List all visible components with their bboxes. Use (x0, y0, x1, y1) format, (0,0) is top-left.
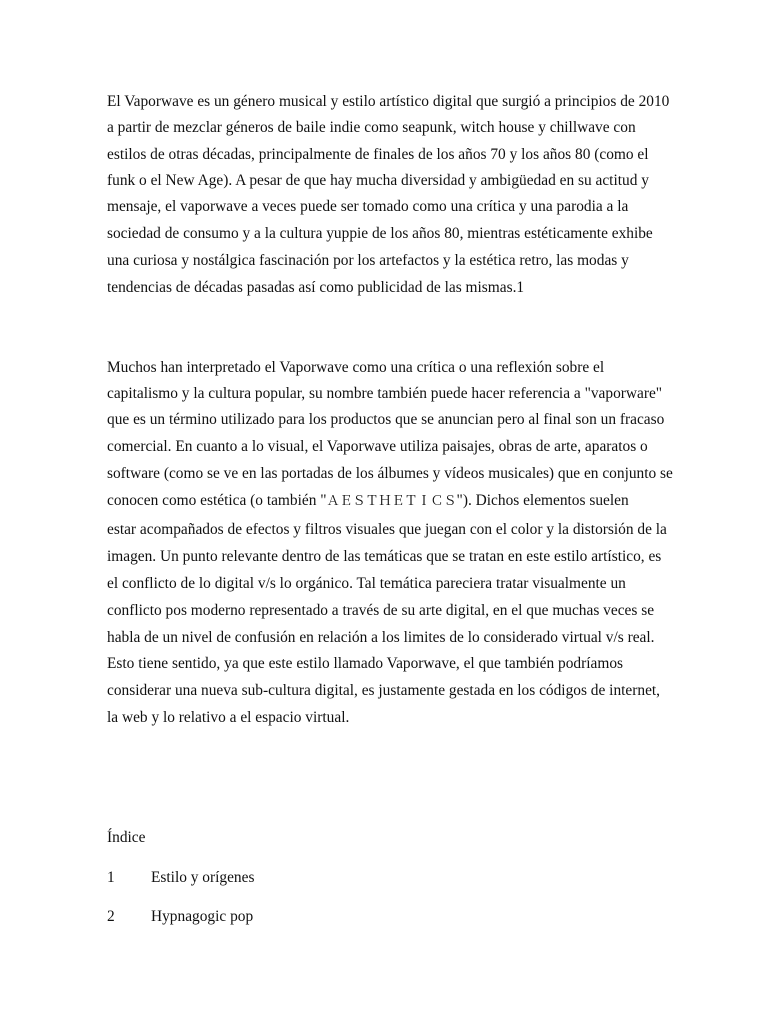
text-segment: "). Dichos elementos suelen (456, 492, 629, 509)
index-item-label[interactable]: Estilo y orígenes (151, 869, 255, 886)
text-line: considerar una nueva sub-cultura digital, es justamente gestada en los códigos de internet, (107, 682, 661, 699)
text-line: una curiosa y nostálgica fascinación por los artefactos y la estética retro, las modas y (107, 252, 629, 269)
text-line: que es un término utilizado para los productos que se anuncian pero al final son un fracaso (107, 411, 665, 428)
text-line: sociedad de consumo y a la cultura yuppie de los años 80, mientras estéticamente exhibe (107, 225, 653, 242)
index-item-label[interactable]: Hypnagogic pop (151, 908, 254, 925)
index-heading: Índice (107, 829, 146, 846)
text-line: la web y lo relativo a el espacio virtual. (107, 709, 350, 726)
text-line: capitalismo y la cultura popular, su nombre también puede hacer referencia a "vaporware" (107, 385, 663, 402)
index-item-number: 1 (107, 869, 115, 886)
text-line: Muchos han interpretado el Vaporwave como una crítica o una reflexión sobre el (107, 359, 605, 376)
text-segment: conocen como estética (o también " (107, 492, 327, 509)
text-line: comercial. En cuanto a lo visual, el Vaporwave utiliza paisajes, obras de arte, aparatos o (107, 438, 648, 455)
text-line: estar acompañados de efectos y filtros visuales que juegan con el color y la distorsión de la (107, 521, 667, 538)
text-line: El Vaporwave es un género musical y estilo artístico digital que surgió a principios de 2010 (107, 93, 670, 110)
text-line: software (como se ve en las portadas de los álbumes y vídeos musicales) que en conjunto se (107, 465, 673, 482)
text-line: habla de un nivel de confusión en relación a los limites de lo considerado virtual v/s real. (107, 629, 655, 646)
text-line: a partir de mezclar géneros de baile indie como seapunk, witch house y chillwave con (107, 119, 636, 136)
text-line: estilos de otras décadas, principalmente de finales de los años 70 y los años 80 (como el (107, 146, 649, 163)
text-line: tendencias de décadas pasadas así como publicidad de las mismas.1 (107, 279, 525, 296)
text-line: funk o el New Age). A pesar de que hay mucha diversidad y ambigüedad en su actitud y (107, 172, 649, 189)
text-line: el conflicto de lo digital v/s lo orgánico. Tal temática pareciera tratar visualmente un (107, 575, 626, 592)
text-line: Esto tiene sentido, ya que este estilo llamado Vaporwave, el que también podríamos (107, 655, 624, 672)
text-line: conflicto pos moderno representado a través de su arte digital, en el que muchas veces se (107, 602, 655, 619)
index-item-number: 2 (107, 908, 115, 925)
aesthetics-line (107, 492, 629, 510)
text-line: mensaje, el vaporwave a veces puede ser tomado como una crítica y una parodia a la (107, 198, 629, 215)
aesthetics-wide-text: ＡＥＳＴＨＥＴＩＣＳ (326, 493, 457, 508)
text-line: imagen. Un punto relevante dentro de las temáticas que se tratan en este estilo artístico, es (107, 548, 662, 565)
